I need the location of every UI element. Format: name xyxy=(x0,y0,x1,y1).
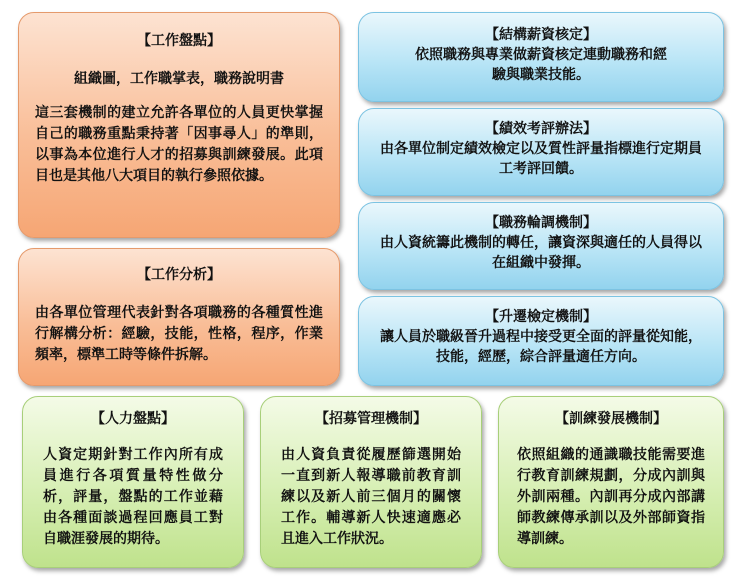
box-title: 【工作分析】 xyxy=(137,267,221,283)
box-recruitment xyxy=(260,396,482,568)
box-title: 【工作盤點】 xyxy=(137,33,221,49)
box-text: 由人資統籌此機制的轉任，讓資深與適任的人員得以在組織中發揮。 xyxy=(380,235,702,271)
box-text: 由人資負責從履歷篩選開始一直到新人報導職前教育訓練以及新人前三個月的關懷工作。輔導新人快速適應必且進入工作狀況。 xyxy=(281,447,461,547)
box-title: 【招募管理機制】 xyxy=(315,411,427,427)
box-text: 讓人員於職級晉升過程中接受更全面的評量從知能，技能，經歷，綜合評量適任方向。 xyxy=(380,329,702,365)
box-title: 【升遷檢定機制】 xyxy=(485,309,597,325)
box-text: 依照組織的通識職技能需要進行教育訓練規劃，分成內訓與外訓兩種。內訓再分成內部講師教練傳承訓以及外部師資指導訓練。 xyxy=(517,447,705,547)
box-promotion-review xyxy=(358,296,724,386)
box-text: 由各單位制定績效檢定以及質性評量指標進行定期員工考評回饋。 xyxy=(380,141,702,177)
box-title: 【績效考評辦法】 xyxy=(485,121,597,137)
box-text: 人資定期針對工作內所有成員進行各項質量特性做分析，評量，盤點的工作並藉由各種面談過程回應員工對自職涯發展的期待。 xyxy=(43,447,223,547)
box-training-development xyxy=(498,396,724,568)
box-subtitle: 組織圖，工作職掌表，職務說明書 xyxy=(74,71,284,87)
box-title: 【結構薪資核定】 xyxy=(485,27,597,43)
box-job-analysis xyxy=(18,248,340,386)
box-text: 這三套機制的建立允許各單位的人員更快掌握自己的職務重點秉持著「因事尋人」的準則，以事為本位進行人才的招募與訓練發展。此項目也是其他八大項目的執行參照依據。 xyxy=(35,105,323,184)
box-text: 依照職務與專業做薪資核定連動職務和經驗與職業技能。 xyxy=(415,47,667,83)
box-performance-review xyxy=(358,108,724,196)
box-job-rotation xyxy=(358,202,724,290)
box-title: 【職務輪調機制】 xyxy=(485,215,597,231)
box-text: 由各單位管理代表針對各項職務的各種質性進行解構分析：經驗，技能，性格，程序，作業頻率，標準工時等條件拆解。 xyxy=(35,305,323,363)
box-salary-structure xyxy=(358,12,724,102)
box-title: 【訓練發展機制】 xyxy=(555,411,667,427)
box-manpower-inventory xyxy=(22,396,244,568)
box-title: 【人力盤點】 xyxy=(91,411,175,427)
box-job-inventory xyxy=(18,12,340,238)
